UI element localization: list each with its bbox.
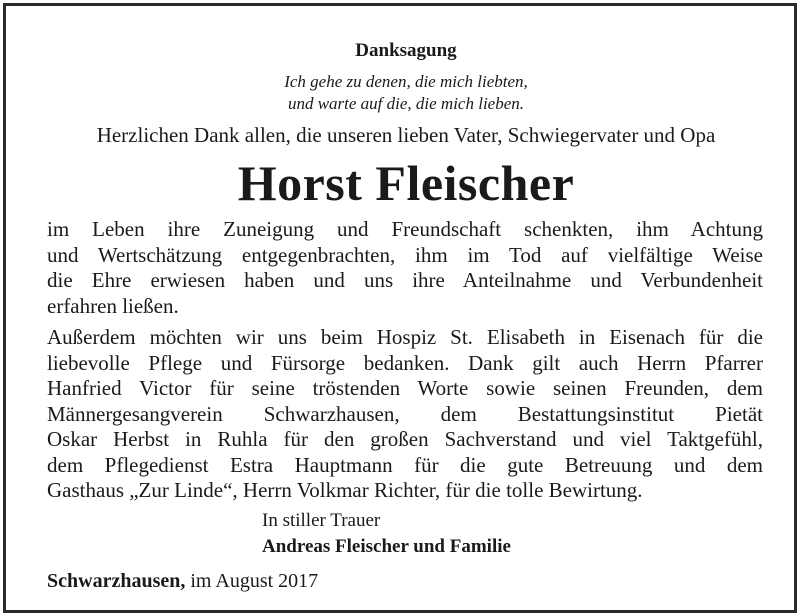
paragraph-line: Oskar Herbst in Ruhla für den großen Sachverstand und viel Taktgefühl, [47,427,763,451]
place: Schwarzhausen, [47,570,186,592]
paragraph-line: Männergesangverein Schwarzhausen, dem Bestattungsinstitut Pietät [47,401,763,426]
paragraph-line: die Ehre erwiesen haben und uns ihre Anteilnahme und Verbundenheit [47,268,763,292]
motto [47,71,765,115]
thanks-paragraph-2 [47,325,763,504]
intro-text: Herzlichen Dank allen, die unseren lieben Vater, Schwiegervater und Opa [96,123,716,147]
paragraph-line: dem Pflegedienst Estra Hauptmann für die gute Betreuung und dem [47,452,763,477]
paragraph-line: und Wertschätzung entgegenbrachten, ihm im Tod auf vielfältige Weise [47,242,763,267]
paragraph-line: Hanfried Victor für seine tröstenden Worte sowie seinen Freunden, dem [47,376,763,400]
paragraph-line: im Leben ihre Zuneigung und Freundschaft schenkten, ihm Achtung [47,217,763,241]
place-date-line [47,568,318,594]
notice-frame [3,3,797,613]
thanks-paragraph-1 [47,217,763,319]
signature-family: Andreas Fleischer und Familie [262,536,511,557]
paragraph-line: liebevolle Pflege und Fürsorge bedanken. Dank gilt auch Herrn Pfarrer [47,350,763,375]
deceased-name: Horst Fleischer [237,155,575,211]
motto-line-1: Ich gehe zu denen, die mich liebten, [284,72,528,91]
paragraph-line: Außerdem möchten wir uns beim Hospiz St. Elisabeth in Eisenach für die [47,325,763,349]
date: im August 2017 [190,570,319,592]
signature-block [262,508,511,560]
signature-closing: In stiller Trauer [262,510,381,531]
motto-line-2: und warte auf die, die mich lieben. [287,94,525,113]
paragraph-line: erfahren ließen. [47,293,179,318]
notice-heading: Danksagung [355,40,457,61]
paragraph-line: Gasthaus „Zur Linde“, Herrn Volkmar Richter, für die tolle Bewirtung. [47,478,643,502]
